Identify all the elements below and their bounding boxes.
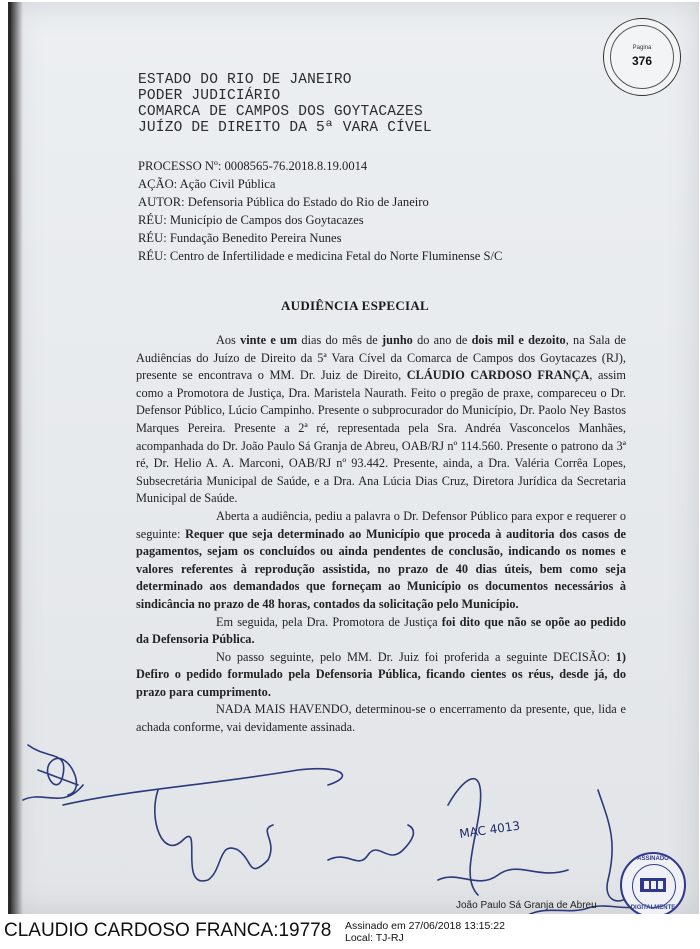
signature-location: Local: TJ-RJ (345, 932, 404, 944)
digital-signature-footer (0, 914, 700, 949)
document-header (138, 72, 432, 136)
document-title: AUDIÊNCIA ESPECIAL (280, 298, 430, 313)
paragraph-decision: No passo seguinte, pelo MM. Dr. Juiz foi proferida a seguinte DECISÃO: 1) Defiro o pedido formulado pela Defensoria Pública, ficando cientes os réus, desde já, do prazo para cumprimento. (136, 649, 626, 699)
page-number-seal (603, 18, 681, 96)
seal-page-label: Pagina (632, 45, 652, 51)
stamp-bottom-text: DIGITALMENTE (630, 905, 676, 911)
case-plaintiff: AUTOR: Defensoria Pública do Estado do Rio de Janeiro (138, 195, 429, 209)
signature-timestamp: Assinado em 27/06/2018 13:15:22 (345, 920, 505, 932)
case-metadata (138, 157, 502, 265)
document-body (136, 332, 626, 737)
case-defendant-3: RÉU: Centro de Infertilidade e medicina Fetal do Norte Fluminense S/C (138, 249, 503, 263)
handwritten-signatures (8, 730, 698, 920)
signature-judge (155, 790, 273, 881)
seal-page-number: 376 (631, 54, 653, 68)
signature-info (345, 920, 505, 944)
signature-long-stroke (63, 769, 342, 805)
stamp-top-text: ASSINADO (637, 856, 669, 862)
paragraph-opening: Aos vinte e um dias do mês de junho do ano de dois mil e dezoito, na Sala de Audiências do Juízo de Direito da 5ª Vara Cível da Comarca de Campos dos Goytacazes (RJ), presente se encontrava o MM. Dr. Juiz de Direito, CLÁUDIO CARDOSO FRANÇA, assim como a Promotora de Justiça, Dra. Maristela Naurath. Feito o pregão de praxe, compareceu o Dr. Defensor Público, Lúcio Campinho. Presente o subprocurador do Município, Dr. Paolo Ney Bastos Marques Pereira. Presente a 2ª ré, representada pela Sra. Andréa Vasconcelos Manhães, acompanhada do Dr. João Paulo Sá Granja de Abreu, OAB/RJ nº 114.560. Presente o patrono da 3ª ré, Dr. Helio A. A. Marconi, OAB/RJ nº 93.442. Presente, ainda, a Dra. Valéria Corrêa Lopes, Subsecretária Municipal de Saúde, e a Dra. Ana Lúcia Dias Cruz, Diretora Jurídica da Secretaria Municipal de Saúde. (136, 333, 626, 506)
signer-name: CLAUDIO CARDOSO FRANCA:19778 (4, 920, 332, 941)
case-number: PROCESSO Nº: 0008565-76.2018.8.19.0014 (138, 159, 368, 173)
signature-prosecutor (328, 825, 413, 861)
paragraph-closing: NADA MAIS HAVENDO, determinou-se o encerramento da presente, que, lida e achada conforme, vai devidamente assinada. (136, 702, 626, 735)
signature-handwritten-code: MAC 4013 (458, 818, 521, 841)
signature-defender (438, 779, 568, 895)
digital-signature-stamp (620, 852, 686, 918)
header-line-state: ESTADO DO RIO DE JANEIRO (138, 72, 352, 88)
case-action: AÇÃO: Ação Civil Pública (138, 177, 276, 191)
header-line-county: COMARCA DE CAMPOS DOS GOYTACAZES (138, 104, 423, 120)
stamp-logo-icon (640, 878, 666, 892)
paragraph-prosecutor: Em seguida, pela Dra. Promotora de Justiça foi dito que não se opõe ao pedido da Defensoria Pública. (136, 614, 626, 647)
signature-scribble-left (23, 745, 83, 800)
header-line-court: JUÍZO DE DIREITO DA 5ª VARA CÍVEL (138, 120, 432, 136)
signature-printed-name: João Paulo Sá Granja de Abreu (456, 900, 597, 911)
case-defendant-1: RÉU: Município de Campos dos Goytacazes (138, 213, 364, 227)
paragraph-request: Aberta a audiência, pediu a palavra o Dr. Defensor Público para expor e requerer o seguinte: Requer que seja determinado ao Município que proceda à auditoria dos casos de pagamentos, sejam os concluídos ou ainda pendentes de conclusão, indicando os nomes e valores referentes à reprodução assistida, no prazo de 40 dias úteis, bem como seja determinado aos demandados que forneçam ao Município os documentos necessários à sindicância no prazo de 48 horas, contados da solicitação pelo Município. (136, 508, 626, 611)
case-defendant-2: RÉU: Fundação Benedito Pereira Nunes (138, 231, 342, 245)
header-line-power: PODER JUDICIÁRIO (138, 88, 281, 104)
